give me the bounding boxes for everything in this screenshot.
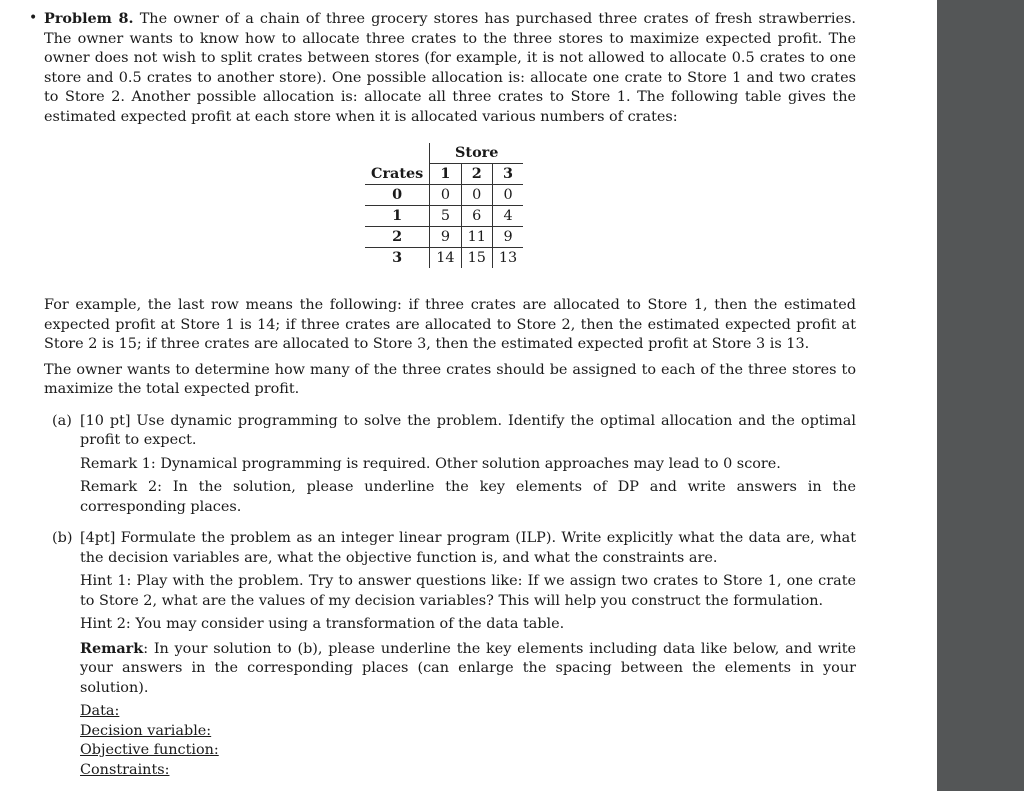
profit-cell: 0	[430, 185, 461, 206]
store-header-2: 2	[461, 164, 492, 185]
goal-paragraph: The owner wants to determine how many of the three crates should be assigned to each of the three stores to maximize the total expected profit.	[44, 361, 856, 397]
table-row	[365, 185, 523, 206]
profit-cell: 15	[461, 248, 492, 269]
crates-cell: 1	[365, 206, 430, 227]
part-b-hint-1: Hint 1: Play with the problem. Try to answer questions like: If we assign two crates to Store 1, one crate to Store 2, what are the values of my decision variables? This will help you construct the formulation.	[80, 573, 856, 609]
table-row	[365, 227, 523, 248]
viewer-side-panel	[937, 0, 1024, 791]
problem-intro-text: The owner of a chain of three grocery stores has purchased three crates of fresh strawberries. The owner wants to know how to allocate three crates to the three stores to maximize expected profit. The owner does not wish to split crates between stores (for example, it is not allowed to allocate 0.5 crates to one store and 0.5 crates to another store). One possible allocation is: allocate one crate to Store 1 and two crates to Store 2. Another possible allocation is: allocate all three crates to Store 1. The following table gives the estimated expected profit at each store when it is allocated various numbers of crates:	[44, 11, 856, 125]
problem-title: Problem 8.	[44, 10, 134, 27]
decision-variable-label: Decision variable:	[80, 722, 212, 739]
part-b-text: [4pt] Formulate the problem as an integer linear program (ILP). Write explicitly what the data are, what the decision variables are, what the objective function is, and what the constraints are.	[80, 530, 856, 566]
part-a-label: (a)	[52, 412, 72, 429]
profit-cell: 4	[492, 206, 523, 227]
crates-header: Crates	[365, 164, 430, 185]
crates-cell: 2	[365, 227, 430, 248]
crates-cell: 0	[365, 185, 430, 206]
data-heading	[80, 702, 856, 722]
constraints-label: Constraints:	[80, 761, 170, 778]
store-header-3: 3	[492, 164, 523, 185]
profit-cell: 5	[430, 206, 461, 227]
bullet-marker: •	[29, 10, 38, 26]
profit-cell: 13	[498, 250, 518, 266]
table-row	[365, 206, 523, 227]
table-row	[365, 248, 523, 269]
profit-cell: 0	[492, 185, 523, 206]
data-label: Data:	[80, 703, 120, 719]
part-a-remark-2: Remark 2: In the solution, please underline the key elements of DP and write answers in the corresponding places.	[80, 479, 856, 515]
decision-variable-heading	[80, 722, 856, 742]
problem-content	[29, 9, 856, 780]
profit-table	[365, 143, 523, 268]
profit-cell: 9	[430, 227, 461, 248]
profit-cell: 6	[461, 206, 492, 227]
profit-cell: 11	[461, 227, 492, 248]
profit-cell: 0	[461, 185, 492, 206]
remark-text: : In your solution to (b), please underline the key elements including data like below, and write your answers in the corresponding places (can enlarge the spacing between the elements in your solution).	[80, 640, 856, 696]
example-paragraph: For example, the last row means the following: if three crates are allocated to Store 1, then the estimated expected profit at Store 1 is 14; if three crates are allocated to Store 2, then the estimated expected profit at Store 2 is 15; if three crates are allocated to Store 3, then the estimated expected profit at Store 3 is 13.	[44, 297, 856, 352]
part-b-label: (b)	[52, 530, 73, 546]
part-b	[44, 529, 856, 780]
profit-cell: 9	[492, 227, 523, 248]
part-b-hint-2: Hint 2: You may consider using a transformation of the data table.	[80, 616, 565, 632]
part-a-remark-1: Remark 1: Dynamical programming is required. Other solution approaches may lead to 0 score.	[80, 455, 781, 472]
constraints-heading	[80, 761, 856, 781]
part-b-remark	[80, 639, 856, 699]
objective-function-heading	[80, 741, 856, 761]
problem-intro	[29, 9, 856, 127]
store-header-1: 1	[430, 164, 461, 185]
store-group-header: Store	[430, 143, 523, 164]
part-a	[44, 412, 856, 518]
profit-cell: 14	[430, 248, 461, 269]
remark-label: Remark	[80, 639, 144, 657]
part-a-text: [10 pt] Use dynamic programming to solve the problem. Identify the optimal allocation and the optimal profit to expect.	[80, 412, 856, 448]
objective-function-label: Objective function:	[80, 742, 219, 758]
crates-cell: 3	[365, 248, 430, 269]
